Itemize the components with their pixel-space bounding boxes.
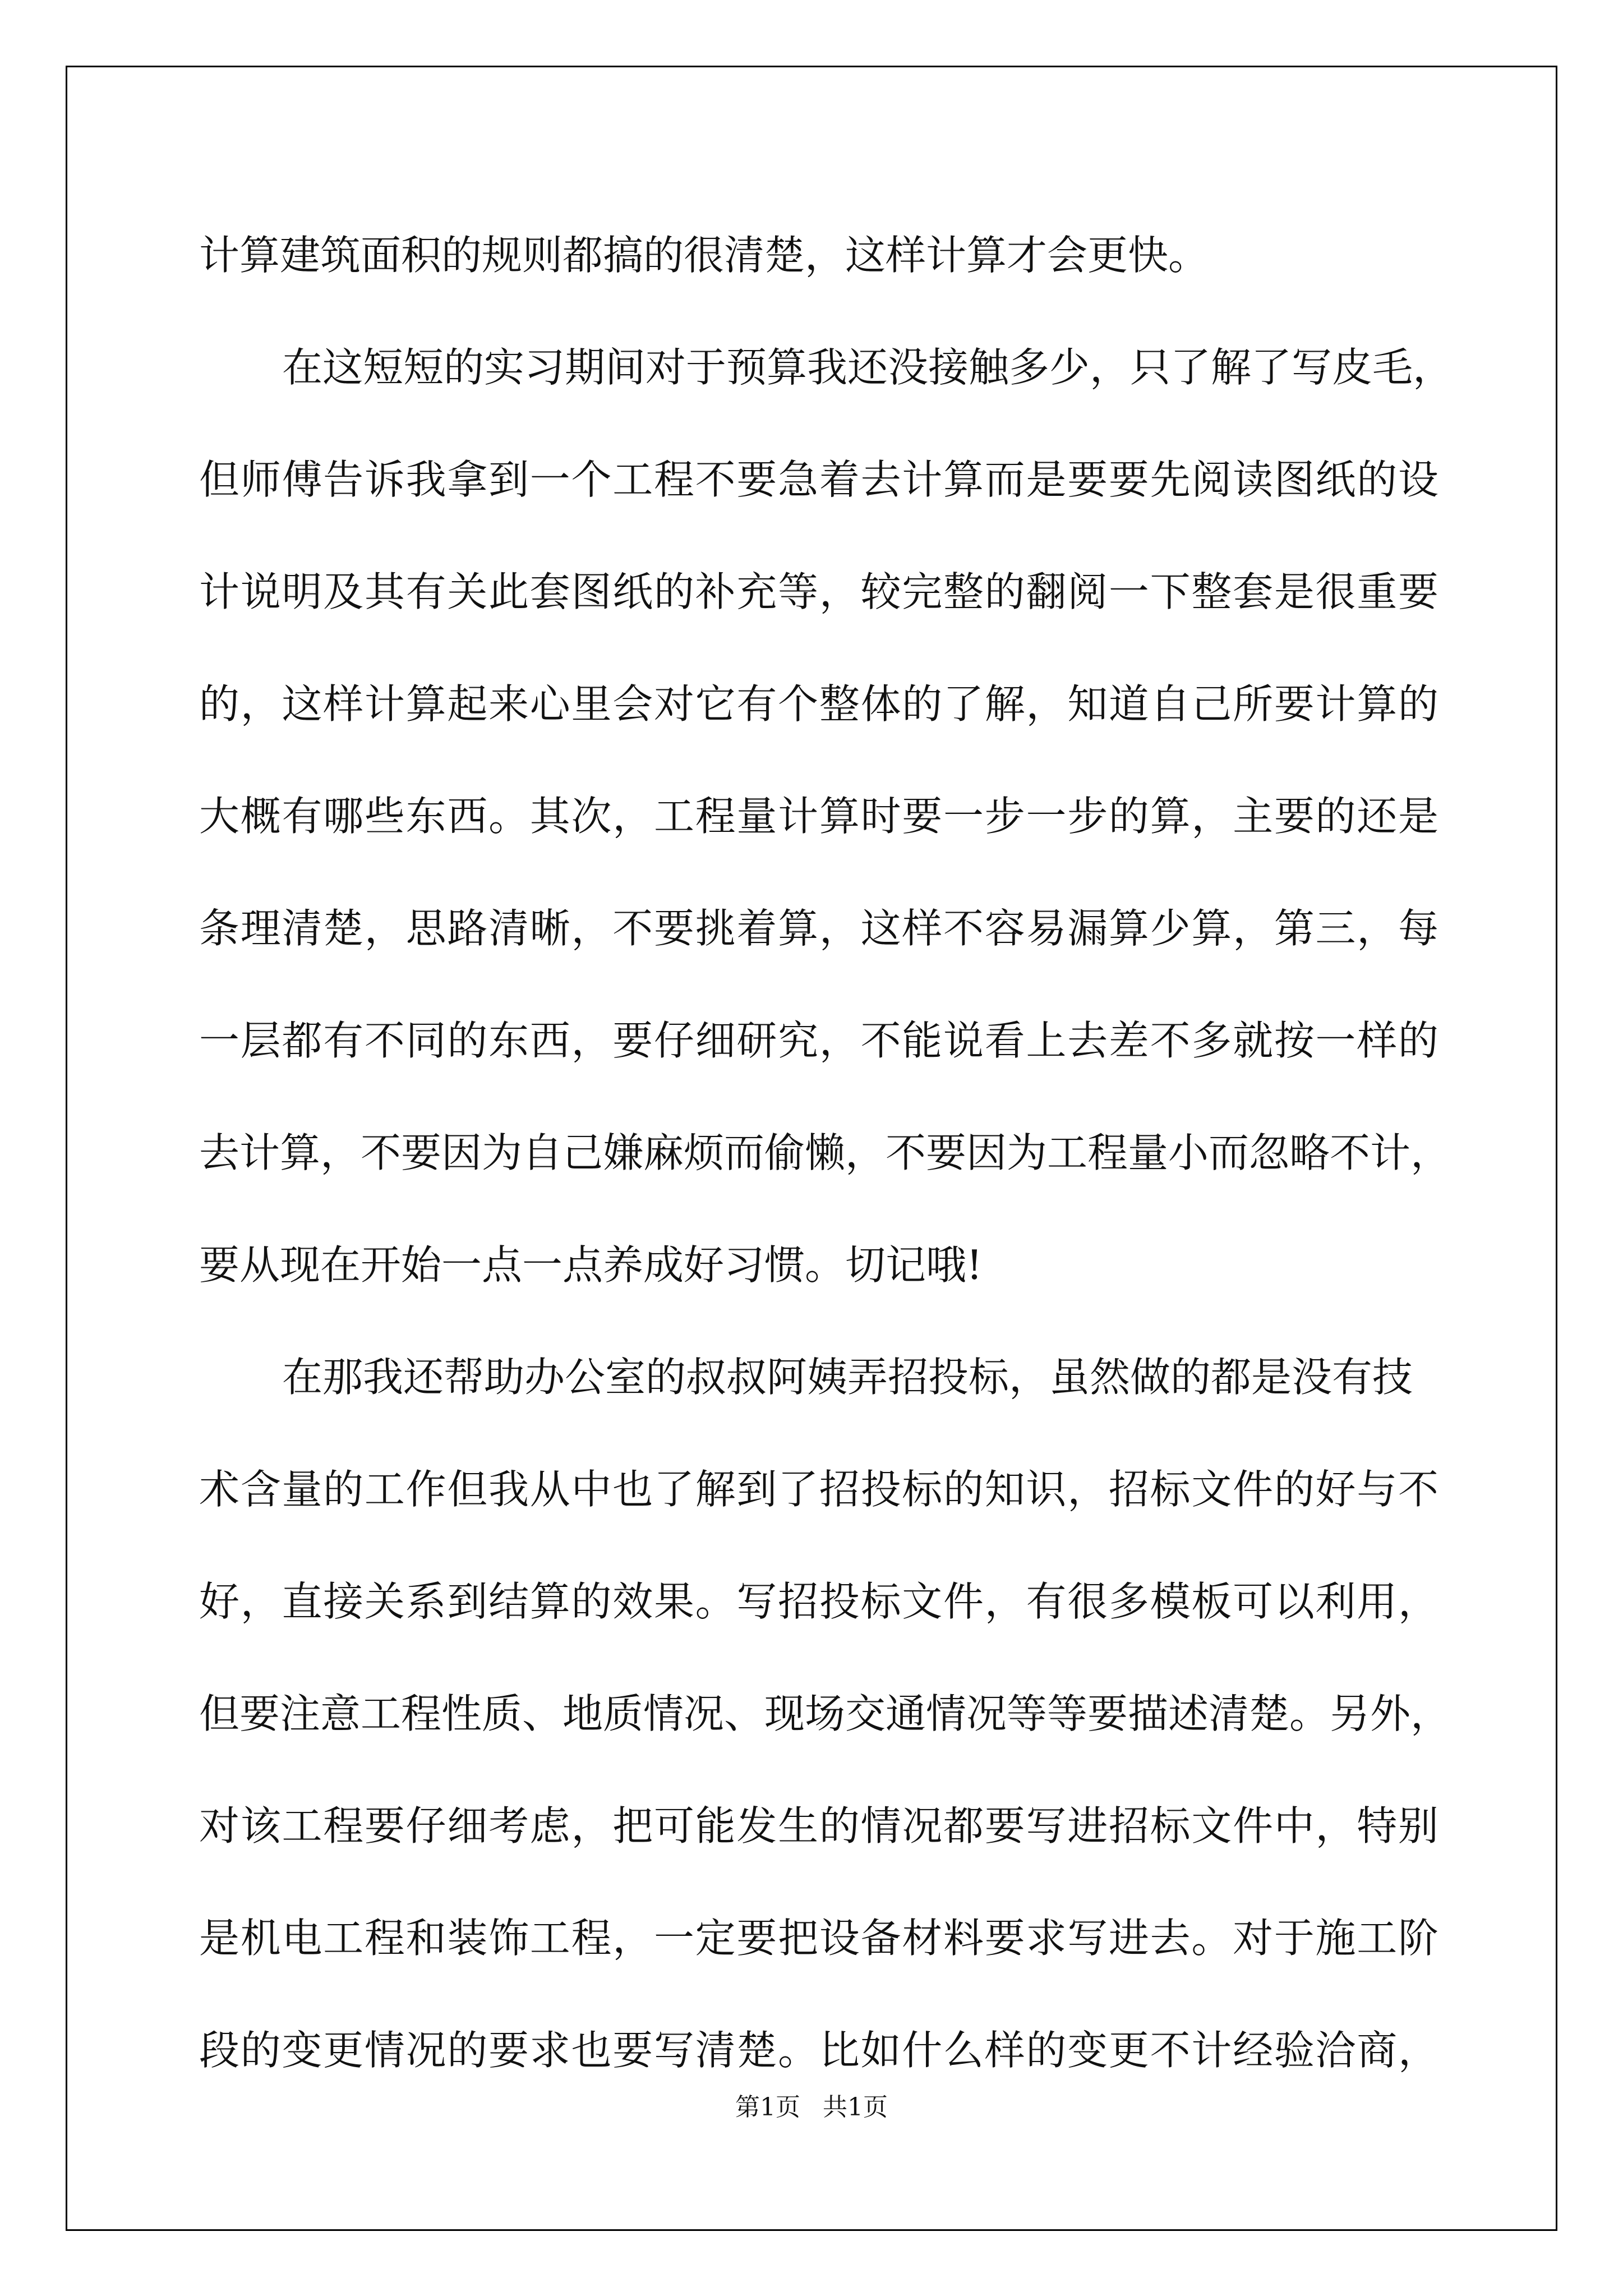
text-line: 去计算，不要因为自己嫌麻烦而偷懒，不要因为工程量小而忽略不计， (199, 1129, 1451, 1176)
page-number-total: 共1页 (823, 2093, 888, 2122)
text-line: 是机电工程和装饰工程，一定要把设备材料要求写进去。对于施工阶 (199, 1915, 1438, 1962)
text-line: 但要注意工程性质、地质情况、现场交通情况等等要描述清楚。另外， (199, 1690, 1451, 1737)
text-line: 段的变更情况的要求也要写清楚。比如什么样的变更不计经验洽商， (199, 2027, 1438, 2074)
text-line: 但师傅告诉我拿到一个工程不要急着去计算而是要要先阅读图纸的设 (199, 456, 1438, 503)
text-line: 大概有哪些东西。其次，工程量计算时要一步一步的算，主要的还是 (199, 793, 1438, 840)
text-line: 要从现在开始一点一点养成好习惯。切记哦! (199, 1241, 983, 1289)
text-line: 条理清楚，思路清晰，不要挑着算，这样不容易漏算少算，第三，每 (199, 905, 1438, 952)
text-line-paragraph-start: 在这短短的实习期间对于预算我还没接触多少，只了解了写皮毛， (282, 344, 1454, 391)
text-line: 好，直接关系到结算的效果。写招投标文件，有很多模板可以利用， (199, 1578, 1438, 1625)
text-line: 计说明及其有关此套图纸的补充等，较完整的翻阅一下整套是很重要 (199, 568, 1438, 615)
text-line: 对该工程要仔细考虑，把可能发生的情况都要写进招标文件中，特别 (199, 1802, 1438, 1849)
text-line: 的，这样计算起来心里会对它有个整体的了解，知道自己所要计算的 (199, 680, 1438, 728)
page-footer (0, 2087, 1623, 2123)
text-line: 计算建筑面积的规则都搞的很清楚，这样计算才会更快。 (199, 232, 1209, 279)
page-number-current: 第1页 (735, 2093, 800, 2122)
text-line: 术含量的工作但我从中也了解到了招投标的知识，招标文件的好与不 (199, 1466, 1438, 1513)
text-line-paragraph-start: 在那我还帮助办公室的叔叔阿姨弄招投标，虽然做的都是没有技 (282, 1354, 1413, 1401)
text-line: 一层都有不同的东西，要仔细研究，不能说看上去差不多就按一样的 (199, 1017, 1438, 1064)
document-body (199, 199, 1454, 2106)
